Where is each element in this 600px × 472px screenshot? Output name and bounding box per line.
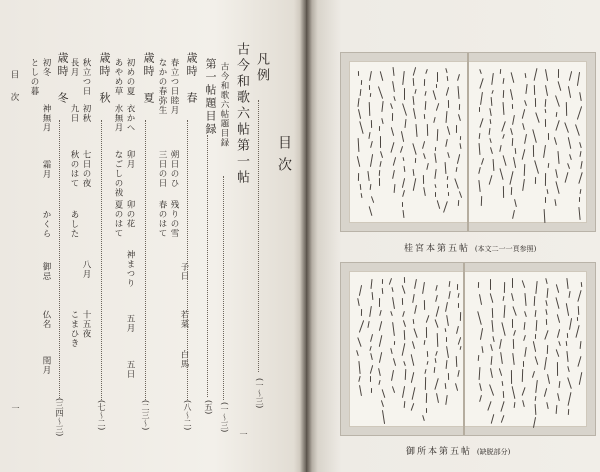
- spring-pages: (八〜二): [183, 400, 192, 431]
- caption-bottom: [406, 444, 510, 457]
- handwriting-stroke: [424, 377, 426, 390]
- summer-item: あやめ草: [113, 58, 123, 96]
- summer-item: 衣かへ: [125, 104, 135, 133]
- volume-subtitle: 古今和歌六帖題目録: [219, 62, 229, 148]
- autumn-item: 八月: [81, 260, 91, 279]
- summer-item: なごしの祓: [113, 150, 123, 198]
- winter-item: 御忌: [41, 262, 51, 281]
- caption-top-note: (本文二一一頁参照): [474, 245, 537, 253]
- autumn-item: 九日: [69, 104, 79, 123]
- summer-item: 神まつり: [125, 250, 135, 288]
- sidebar-label: 目次: [9, 70, 19, 115]
- spring-item: 残りの雪: [169, 200, 179, 238]
- spring-item: 白馬: [179, 350, 189, 369]
- spring-item: 若菜: [179, 310, 189, 329]
- winter-item: 閏月: [41, 356, 51, 375]
- summer-item: 五月: [125, 314, 135, 333]
- summer-item: 卯月: [125, 150, 135, 169]
- spring-item: 春立つ日: [169, 58, 179, 96]
- leader-dots: [101, 120, 102, 400]
- manuscript-sheet: [349, 271, 587, 427]
- section-season-summer: 夏: [142, 92, 155, 105]
- handwriting-stroke: [437, 72, 438, 82]
- spring-item: 弥生: [157, 96, 167, 115]
- summer-pages: (二三〜): [141, 400, 150, 431]
- winter-pages: (三四〜三): [55, 398, 64, 437]
- volume-subtitle-pages: (一〜三): [220, 402, 229, 433]
- autumn-item: 秋立つ日: [81, 58, 91, 96]
- spring-item: 春のはて: [157, 200, 167, 238]
- handwriting-stroke: [512, 339, 514, 349]
- caption-bottom-note: (缺脱部分): [476, 448, 511, 456]
- autumn-item: 十五夜: [81, 310, 91, 339]
- handwriting-stroke: [535, 98, 537, 107]
- volume-title: 古今和歌六帖第一帖: [234, 42, 249, 186]
- leader-dots: [207, 135, 208, 397]
- vol1-index-pages: (五): [204, 400, 213, 415]
- winter-item: としの暮: [29, 58, 39, 96]
- summer-item: 卯の花: [125, 200, 135, 229]
- spring-item: なかの春: [157, 58, 167, 96]
- handwriting-stroke: [490, 279, 491, 290]
- autumn-pages: (七〜二): [97, 400, 106, 431]
- plates-page: [306, 0, 600, 472]
- footer-page-number: 一: [11, 404, 20, 412]
- handwriting-stroke: [382, 279, 384, 284]
- handwriting-stroke: [380, 136, 381, 148]
- manuscript-photo-top: [340, 52, 596, 232]
- caption-bottom-title: 御所本第五帖: [406, 447, 473, 457]
- section-season-winter: 冬: [56, 92, 69, 105]
- spring-item: 睦月: [169, 96, 179, 115]
- leader-dots: [258, 100, 259, 372]
- manuscript-photo-bottom: [340, 262, 596, 436]
- leader-dots: [223, 176, 224, 400]
- winter-item: 初冬: [41, 58, 51, 77]
- handwriting-stroke: [425, 327, 427, 338]
- handwriting-stroke: [391, 113, 393, 121]
- section-season-spring: 春: [185, 92, 198, 105]
- summer-item: 夏のはて: [113, 200, 123, 238]
- summer-item: 初めの夏: [125, 58, 135, 96]
- front-matter-label: 凡例: [254, 52, 269, 84]
- book-gutter: [300, 0, 312, 472]
- caption-top: [404, 241, 536, 254]
- leader-dots: [59, 120, 60, 398]
- caption-top-title: 桂宮本第五帖: [404, 244, 471, 254]
- winter-item: かくら: [41, 210, 51, 239]
- leader-dots: [145, 120, 146, 400]
- spring-item: 子日: [179, 262, 189, 281]
- handwriting-stroke: [458, 303, 460, 308]
- autumn-item: 秋のはて: [69, 150, 79, 188]
- handwriting-stroke: [423, 114, 425, 119]
- handwriting-stroke: [426, 408, 427, 413]
- page-fold: [467, 53, 469, 231]
- winter-item: 霜月: [41, 160, 51, 179]
- autumn-item: 長月: [69, 58, 79, 77]
- handwriting-stroke: [545, 119, 547, 127]
- summer-item: 水無月: [113, 104, 123, 133]
- section-heading-autumn: 歳時: [98, 52, 111, 78]
- autumn-item: 初秋: [81, 104, 91, 123]
- handwriting-stroke: [426, 351, 428, 357]
- leader-dots: [187, 120, 188, 400]
- page-number: 一: [239, 430, 248, 438]
- section-heading-winter: 歳時: [56, 52, 69, 78]
- summer-item: 五日: [125, 360, 135, 379]
- section-heading-summer: 歳時: [142, 52, 155, 78]
- autumn-item: あした: [69, 210, 79, 239]
- spring-item: 三日の日: [157, 150, 167, 188]
- section-heading-spring: 歳時: [185, 52, 198, 78]
- handwriting-stroke: [402, 202, 403, 207]
- spring-item: 朔日のひ: [169, 150, 179, 188]
- autumn-item: 七日の夜: [81, 150, 91, 188]
- vol1-index-label: 第一帖題目録: [204, 58, 217, 136]
- section-season-autumn: 秋: [98, 92, 111, 105]
- front-matter-pages: (一〜三): [255, 378, 264, 409]
- handwriting-stroke: [558, 69, 559, 78]
- winter-item: 神無月: [41, 104, 51, 133]
- page-fold: [463, 263, 465, 435]
- handwriting-stroke: [360, 80, 362, 85]
- autumn-item: こまひき: [69, 310, 79, 348]
- page-title: 目次: [276, 135, 292, 179]
- winter-item: 仏名: [41, 310, 51, 329]
